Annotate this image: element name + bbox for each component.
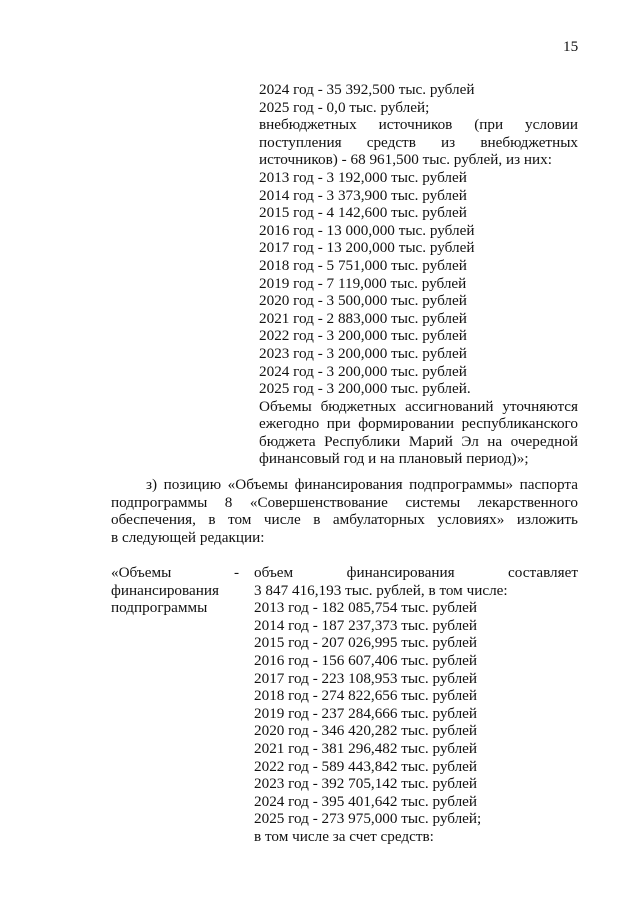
table-left-column <box>111 564 241 617</box>
year-line: 2025 год - 3 200,000 тыс. рублей. <box>259 380 471 398</box>
year-line: 2018 год - 5 751,000 тыс. рублей <box>259 256 467 274</box>
funding-line: 2025 год - 0,0 тыс. рублей; <box>259 98 430 116</box>
note-line-3: бюджета Республики Марий Эл на очередной <box>259 432 578 450</box>
table-year-line: 2023 год - 392 705,142 тыс. рублей <box>254 775 478 793</box>
table-year-line: 2015 год - 207 026,995 тыс. рублей <box>254 634 478 652</box>
year-line: 2023 год - 3 200,000 тыс. рублей <box>259 344 467 362</box>
table-year-line: 2025 год - 273 975,000 тыс. рублей; <box>254 810 482 828</box>
note-line-4: финансовый год и на плановый период)»; <box>259 450 529 468</box>
table-label-line: финансирования <box>111 581 219 599</box>
table-year-line: 2014 год - 187 237,373 тыс. рублей <box>254 616 478 634</box>
year-line: 2013 год - 3 192,000 тыс. рублей <box>259 168 467 186</box>
note-line-1: Объемы бюджетных ассигнований уточняются <box>259 397 578 415</box>
note-line-2: ежегодно при формировании республиканского <box>259 415 578 433</box>
year-line: 2024 год - 3 200,000 тыс. рублей <box>259 362 467 380</box>
funding-continuation-block <box>259 81 578 468</box>
year-line: 2022 год - 3 200,000 тыс. рублей <box>259 327 467 345</box>
table-total-line: 3 847 416,193 тыс. рублей, в том числе: <box>254 581 508 599</box>
extra-budget-line-3: источников) - 68 961,500 тыс. рублей, из них: <box>259 151 552 169</box>
table-year-line: 2019 год - 237 284,666 тыс. рублей <box>254 704 478 722</box>
table-year-line: 2013 год - 182 085,754 тыс. рублей <box>254 599 478 617</box>
year-line: 2016 год - 13 000,000 тыс. рублей <box>259 221 475 239</box>
paragraph-line-3: обеспечения, в том числе в амбулаторных условиях» изложить <box>111 511 578 529</box>
extra-budget-line-2: поступления средств из внебюджетных <box>259 133 578 151</box>
paragraph-line-2: подпрограммы 8 «Совершенствование системы лекарственного <box>111 493 578 511</box>
table-label-line: «Объемы <box>111 564 172 581</box>
paragraph-line-1: з) позицию «Объемы финансирования подпрограммы» паспорта <box>146 476 578 493</box>
amendment-paragraph <box>111 476 578 546</box>
year-line: 2014 год - 3 373,900 тыс. рублей <box>259 186 467 204</box>
extra-budget-line-1: внебюджетных источников (при условии <box>259 116 578 134</box>
table-year-line: 2017 год - 223 108,953 тыс. рублей <box>254 669 478 687</box>
year-line: 2020 год - 3 500,000 тыс. рублей <box>259 292 467 310</box>
table-year-line: 2016 год - 156 607,406 тыс. рублей <box>254 651 478 669</box>
page-number: 15 <box>563 38 579 55</box>
funding-line: 2024 год - 35 392,500 тыс. рублей <box>259 81 475 98</box>
table-year-line: 2021 год - 381 296,482 тыс. рублей <box>254 739 478 757</box>
table-right-first-line: объем финансирования составляет <box>254 564 578 581</box>
year-line: 2017 год - 13 200,000 тыс. рублей <box>259 239 475 257</box>
paragraph-line-4: в следующей редакции: <box>111 528 265 546</box>
year-line: 2015 год - 4 142,600 тыс. рублей <box>259 204 467 222</box>
table-last-line: в том числе за счет средств: <box>254 827 434 845</box>
table-label-line: подпрограммы <box>111 599 208 617</box>
table-right-column <box>254 564 578 846</box>
table-year-line: 2018 год - 274 822,656 тыс. рублей <box>254 687 478 705</box>
table-dash: - <box>234 564 240 581</box>
table-year-line: 2024 год - 395 401,642 тыс. рублей <box>254 792 478 810</box>
table-year-line: 2022 год - 589 443,842 тыс. рублей <box>254 757 478 775</box>
year-line: 2019 год - 7 119,000 тыс. рублей <box>259 274 467 292</box>
year-line: 2021 год - 2 883,000 тыс. рублей <box>259 309 467 327</box>
table-year-line: 2020 год - 346 420,282 тыс. рублей <box>254 722 478 740</box>
